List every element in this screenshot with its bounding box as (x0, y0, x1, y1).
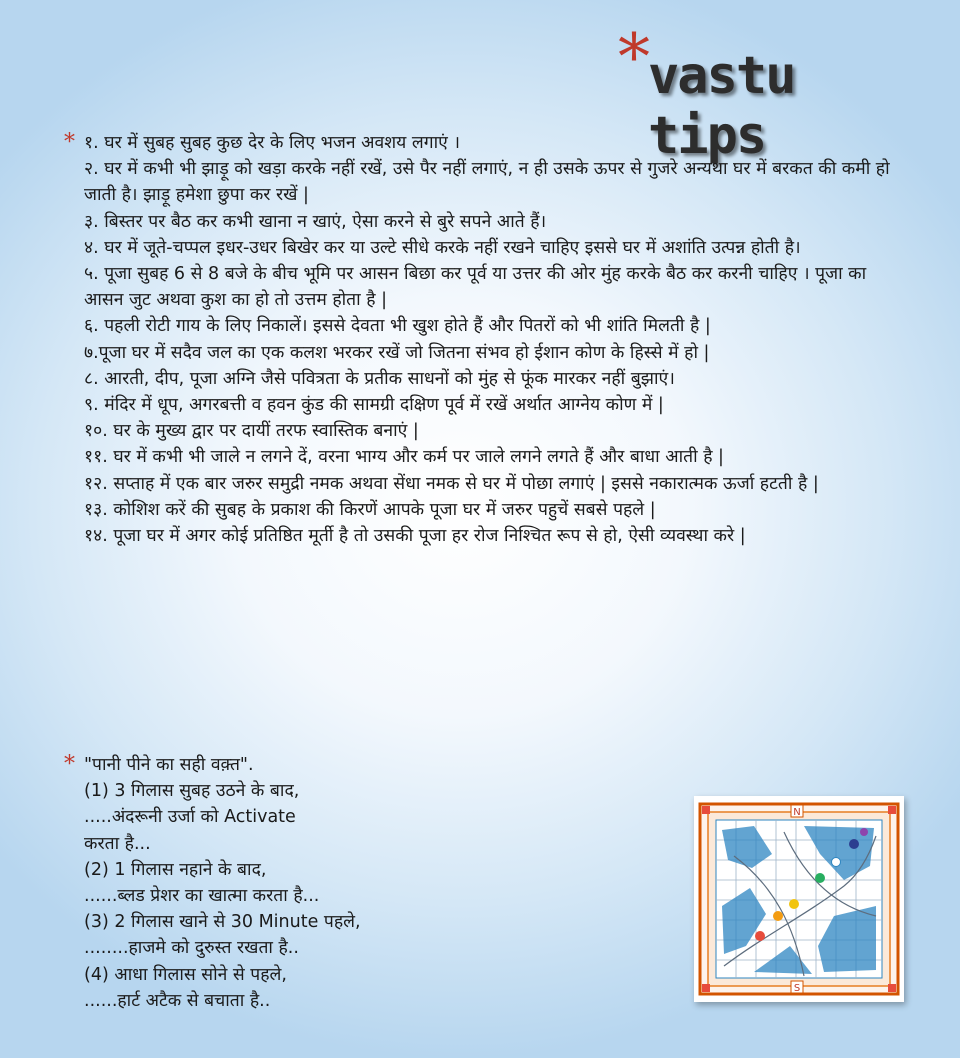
vastu-diagram-image (694, 796, 904, 1002)
water-line: ......ब्लड प्रेशर का खात्मा करता है... (84, 886, 320, 907)
water-line: ........हाजमे को दुरुस्त रखता है.. (84, 938, 299, 959)
tip-item: ११. घर में कभी भी जाले न लगने दें, वरना भाग्य और कर्म पर जाले लगने लगते हैं और बाधा आती है | (84, 447, 724, 468)
water-heading: "पानी पीने का सही वक़्त". (84, 755, 254, 775)
page-title: vastu tips (648, 46, 795, 166)
water-line: ......हार्ट अटैक से बचाता है.. (84, 990, 271, 1011)
north-label: N (793, 807, 801, 818)
tip-item: ७.पूजा घर में सदैव जल का एक कलश भरकर रखें जो जितना संभव हो ईशान कोण के हिस्से में हो | (84, 342, 710, 363)
title-star: * (618, 21, 650, 95)
water-line: (4) आधा गिलास सोने से पहले, (84, 964, 287, 985)
water-line: (3) 2 गिलास खाने से 30 Minute पहले, (84, 912, 361, 933)
tip-item: १३. कोशिश करें की सुबह के प्रकाश की किरणें आपके पूजा घर में जरुर पहुचें सबसे पहले | (84, 499, 656, 520)
water-line: .....अंदरूनी उर्जा को Activate (84, 807, 296, 828)
tip-item: ८. आरती, दीप, पूजा अग्नि जैसे पवित्रता के प्रतीक साधनों को मुंह से फूंक मारकर नहीं बुझाएं। (84, 368, 675, 389)
title-banner (618, 21, 918, 166)
tip-item: १२. सप्ताह में एक बार जरुर समुद्री नमक अथवा सेंधा नमक से घर में पोछा लगाएं | इससे नकारात्मक ऊर्जा हटती है | (84, 473, 819, 494)
tip-item: ९. मंदिर में धूप, अगरबत्ती व हवन कुंड की सामग्री दक्षिण पूर्व में रखें अर्थात आग्नेय कोण में | (84, 395, 664, 416)
water-timing-list (84, 752, 644, 1014)
water-line: (1) 3 गिलास सुबह उठने के बाद, (84, 781, 300, 802)
tip-item: ४. घर में जूते-चप्पल इधर-उधर बिखेर कर या उल्टे सीधे करके नहीं रखने चाहिए इससे घर में अशांति उत्पन्न होती है। (84, 237, 801, 258)
tip-item: १०. घर के मुख्य द्वार पर दायीं तरफ स्वास्तिक बनाएं | (84, 421, 419, 442)
south-label: S (793, 983, 801, 994)
tip-item: १. घर में सुबह सुबह कुछ देर के लिए भजन अवशय लगाएं । (84, 133, 460, 153)
water-bullet: * (64, 752, 75, 777)
tip-item: ५. पूजा सुबह 6 से 8 बजे के बीच भूमि पर आसन बिछा कर पूर्व या उत्तर की ओर मुंह करके बैठ कर करनी चाहिए । पूजा का आसन जुट अथवा कुश का हो तो उत्तम होता है | (84, 264, 867, 311)
tip-item: ६. पहली रोटी गाय के लिए निकालें। इससे देवता भी खुश होते हैं और पितरों को भी शांति मिलती है | (84, 316, 711, 337)
tips-list (84, 130, 910, 549)
tips-bullet: * (64, 130, 75, 155)
tip-item: २. घर में कभी भी झाड़ू को खड़ा करके नहीं रखें, उसे पैर नहीं लगाएं, न ही उसके ऊपर से गुजरे अन्यथा घर में बरकत की कमी हो जाती है। झाड़ू हमेशा छुपा कर रखें | (84, 159, 890, 206)
water-line: करता है... (84, 833, 151, 854)
tip-item: ३. बिस्तर पर बैठ कर कभी खाना न खाएं, ऐसा करने से बुरे सपने आते हैं। (84, 211, 547, 232)
vastu-grid-diagram-icon (694, 796, 904, 1002)
water-line: (2) 1 गिलास नहाने के बाद, (84, 859, 267, 880)
tip-item: १४. पूजा घर में अगर कोई प्रतिष्ठित मूर्ती है तो उसकी पूजा हर रोज निश्चित रूप से हो, ऐसी व्यवस्था करे | (84, 526, 746, 547)
